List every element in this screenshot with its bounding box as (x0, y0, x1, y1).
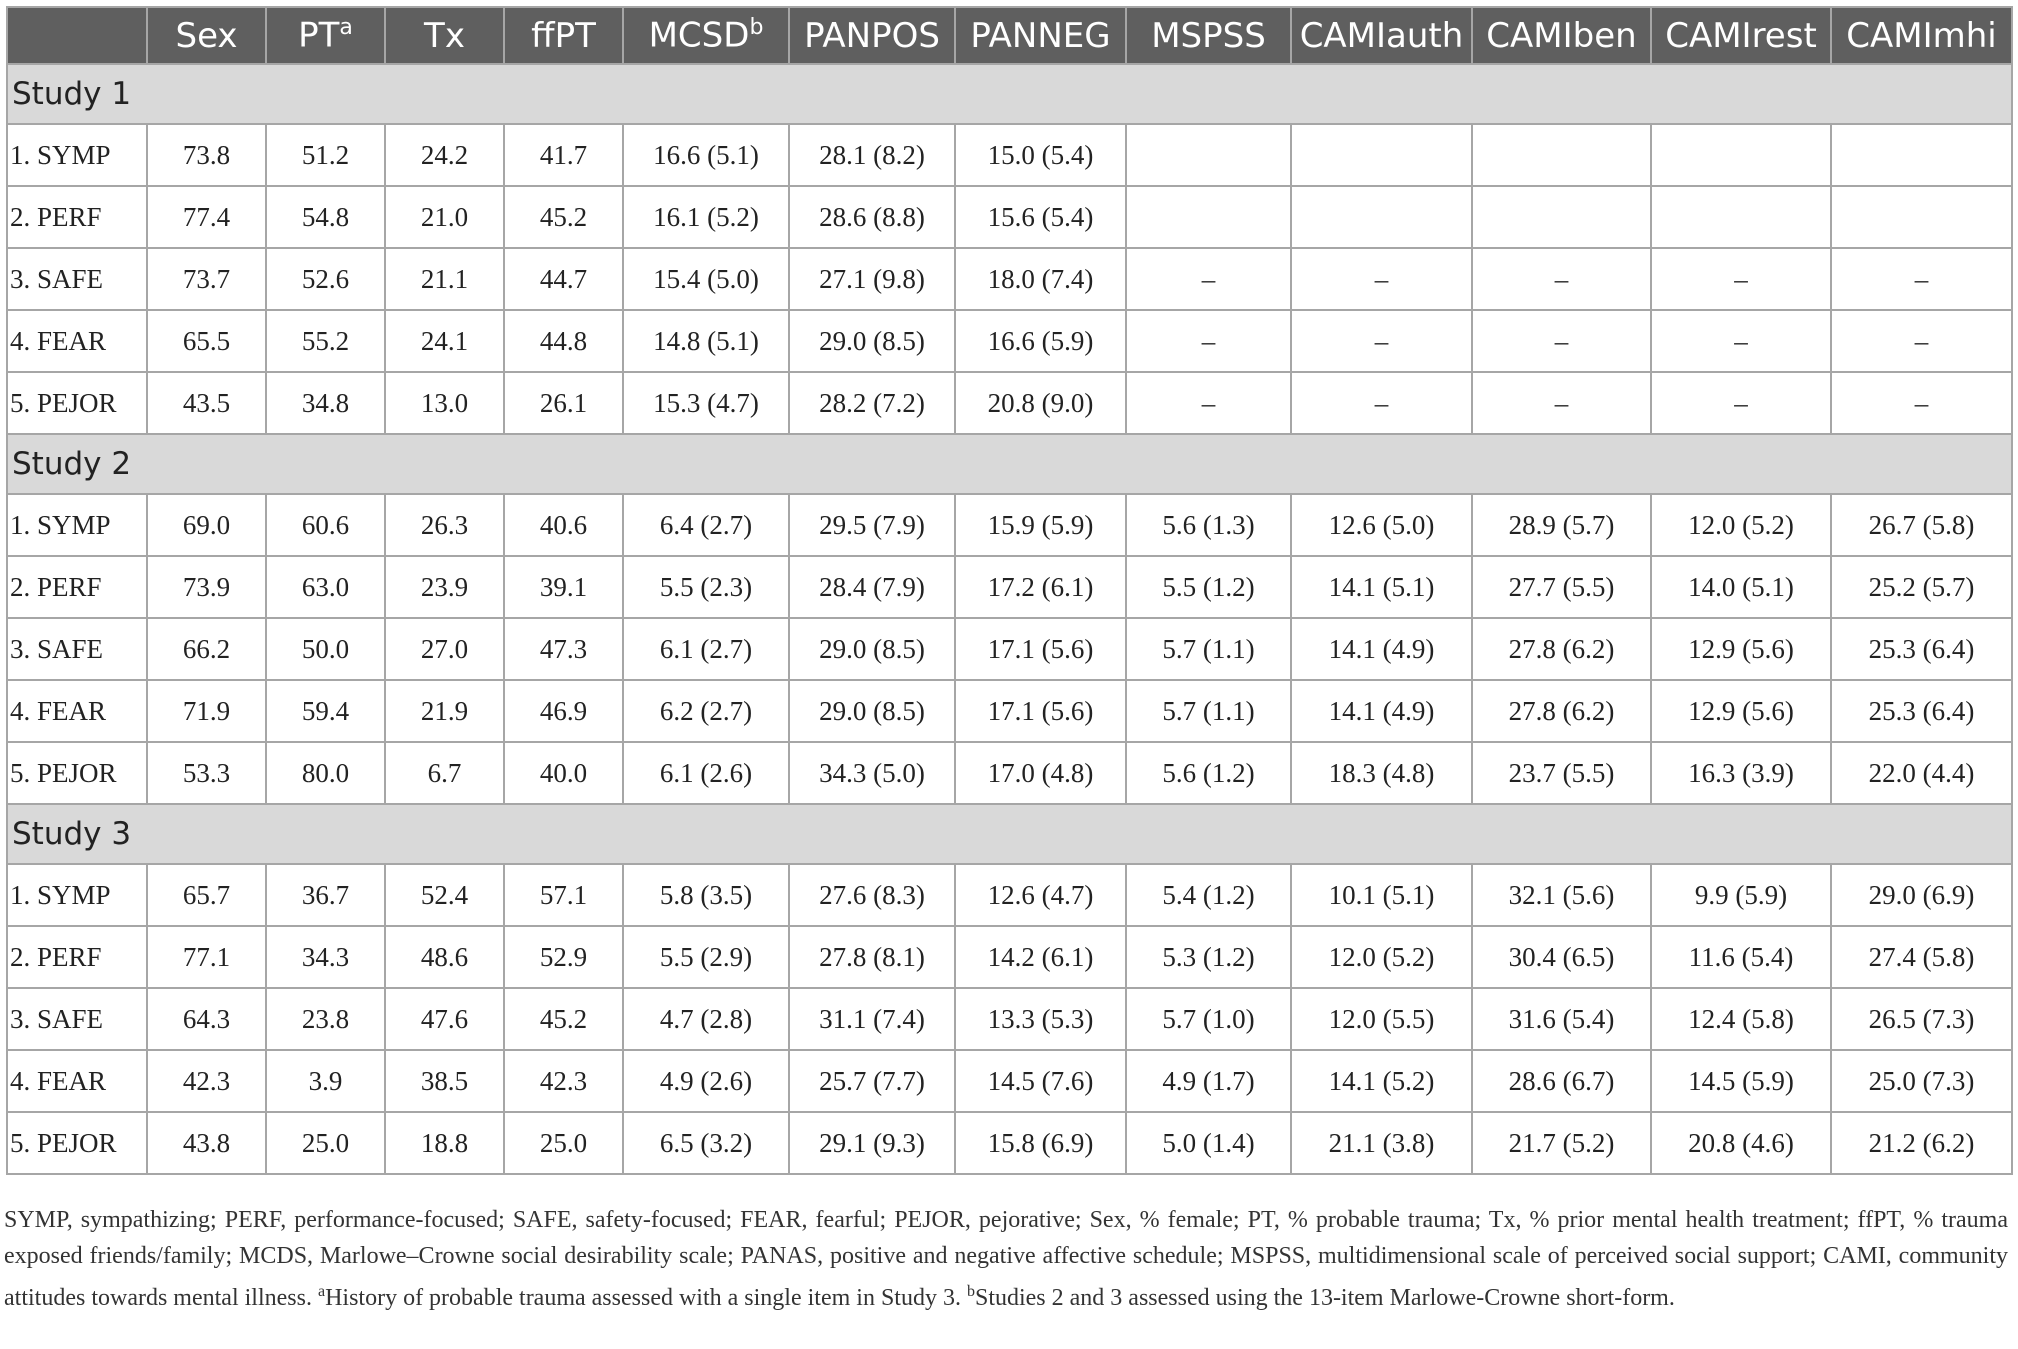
cell-camiben: – (1472, 248, 1651, 310)
cell-mcsd: 6.2 (2.7) (623, 680, 789, 742)
table-row (7, 1050, 2012, 1112)
cell-sex: 53.3 (147, 742, 266, 804)
study-header-row (7, 804, 2012, 864)
cell-sex: 71.9 (147, 680, 266, 742)
cell-camiben: 28.6 (6.7) (1472, 1050, 1651, 1112)
cell-camimhi: 21.2 (6.2) (1831, 1112, 2012, 1174)
cell-ffpt: 26.1 (504, 372, 623, 434)
cell-mspss: 5.3 (1.2) (1126, 926, 1291, 988)
cell-camirest: – (1651, 248, 1831, 310)
cell-panpos: 29.0 (8.5) (789, 618, 955, 680)
cell-pt: 36.7 (266, 864, 385, 926)
cell-camimhi: 25.0 (7.3) (1831, 1050, 2012, 1112)
cell-camirest: 16.3 (3.9) (1651, 742, 1831, 804)
cell-pt: 3.9 (266, 1050, 385, 1112)
column-header-label: Tx (424, 15, 465, 56)
cell-pt: 59.4 (266, 680, 385, 742)
cell-camiauth: 10.1 (5.1) (1291, 864, 1472, 926)
cell-mcsd: 16.1 (5.2) (623, 186, 789, 248)
cell-tx: 52.4 (385, 864, 504, 926)
cell-panpos: 29.1 (9.3) (789, 1112, 955, 1174)
cell-mspss: – (1126, 310, 1291, 372)
cell-camiben: 30.4 (6.5) (1472, 926, 1651, 988)
cell-tx: 24.1 (385, 310, 504, 372)
cell-camimhi: 29.0 (6.9) (1831, 864, 2012, 926)
cell-camimhi: 27.4 (5.8) (1831, 926, 2012, 988)
cell-mspss: 4.9 (1.7) (1126, 1050, 1291, 1112)
row-label: 1. SYMP (7, 494, 147, 556)
cell-panpos: 34.3 (5.0) (789, 742, 955, 804)
table-row (7, 926, 2012, 988)
cell-camiauth: 14.1 (4.9) (1291, 680, 1472, 742)
cell-tx: 47.6 (385, 988, 504, 1050)
cell-camirest: – (1651, 310, 1831, 372)
cell-ffpt: 40.0 (504, 742, 623, 804)
header-corner (7, 7, 147, 64)
cell-camirest: 14.0 (5.1) (1651, 556, 1831, 618)
cell-ffpt: 39.1 (504, 556, 623, 618)
row-label: 3. SAFE (7, 618, 147, 680)
footnote-mark-a: a (317, 1283, 326, 1300)
cell-mcsd: 4.7 (2.8) (623, 988, 789, 1050)
cell-tx: 38.5 (385, 1050, 504, 1112)
cell-camirest: 12.9 (5.6) (1651, 680, 1831, 742)
column-header-label: MCSD (648, 15, 750, 56)
cell-panneg: 15.9 (5.9) (955, 494, 1126, 556)
cell-camiben: 32.1 (5.6) (1472, 864, 1651, 926)
cell-mspss: – (1126, 248, 1291, 310)
column-header-camiauth (1291, 7, 1472, 64)
table-row (7, 494, 2012, 556)
cell-mcsd: 6.4 (2.7) (623, 494, 789, 556)
cell-ffpt: 45.2 (504, 988, 623, 1050)
cell-sex: 64.3 (147, 988, 266, 1050)
cell-pt: 55.2 (266, 310, 385, 372)
column-header-label: PANNEG (970, 15, 1111, 56)
row-label: 5. PEJOR (7, 372, 147, 434)
column-header-pt (266, 7, 385, 64)
study-title: Study 3 (7, 804, 2012, 864)
column-header-tx (385, 7, 504, 64)
study-title: Study 1 (7, 64, 2012, 124)
cell-pt: 60.6 (266, 494, 385, 556)
results-table (6, 6, 2013, 1175)
cell-tx: 18.8 (385, 1112, 504, 1174)
cell-camirest: 12.9 (5.6) (1651, 618, 1831, 680)
cell-camirest: 9.9 (5.9) (1651, 864, 1831, 926)
cell-sex: 77.4 (147, 186, 266, 248)
table-row (7, 248, 2012, 310)
cell-tx: 21.1 (385, 248, 504, 310)
cell-camimhi: – (1831, 310, 2012, 372)
cell-tx: 48.6 (385, 926, 504, 988)
cell-panpos: 31.1 (7.4) (789, 988, 955, 1050)
cell-pt: 50.0 (266, 618, 385, 680)
cell-sex: 65.5 (147, 310, 266, 372)
column-header-label: PANPOS (804, 15, 940, 56)
cell-sex: 42.3 (147, 1050, 266, 1112)
cell-pt: 54.8 (266, 186, 385, 248)
cell-camiben: 27.8 (6.2) (1472, 680, 1651, 742)
cell-camirest: – (1651, 372, 1831, 434)
cell-pt: 51.2 (266, 124, 385, 186)
cell-camiben (1472, 124, 1651, 186)
cell-sex: 43.5 (147, 372, 266, 434)
cell-panpos: 27.6 (8.3) (789, 864, 955, 926)
cell-mspss: – (1126, 372, 1291, 434)
table-body (7, 64, 2012, 1174)
cell-panneg: 16.6 (5.9) (955, 310, 1126, 372)
study-header-row (7, 64, 2012, 124)
table-row (7, 310, 2012, 372)
cell-camirest: 14.5 (5.9) (1651, 1050, 1831, 1112)
cell-mspss: 5.5 (1.2) (1126, 556, 1291, 618)
column-header-label: PT (298, 15, 340, 56)
header-row (7, 7, 2012, 64)
cell-mspss: 5.6 (1.2) (1126, 742, 1291, 804)
cell-camimhi: 26.7 (5.8) (1831, 494, 2012, 556)
row-label: 1. SYMP (7, 864, 147, 926)
cell-mcsd: 4.9 (2.6) (623, 1050, 789, 1112)
cell-camiben: 31.6 (5.4) (1472, 988, 1651, 1050)
cell-tx: 21.0 (385, 186, 504, 248)
table-row (7, 988, 2012, 1050)
column-header-camiben (1472, 7, 1651, 64)
cell-panneg: 14.2 (6.1) (955, 926, 1126, 988)
row-label: 2. PERF (7, 556, 147, 618)
cell-mcsd: 16.6 (5.1) (623, 124, 789, 186)
cell-mcsd: 5.5 (2.9) (623, 926, 789, 988)
cell-tx: 13.0 (385, 372, 504, 434)
cell-camirest (1651, 124, 1831, 186)
cell-camiauth (1291, 186, 1472, 248)
cell-ffpt: 46.9 (504, 680, 623, 742)
cell-panneg: 15.6 (5.4) (955, 186, 1126, 248)
cell-camiauth: – (1291, 372, 1472, 434)
cell-panpos: 29.5 (7.9) (789, 494, 955, 556)
cell-pt: 52.6 (266, 248, 385, 310)
cell-mcsd: 5.5 (2.3) (623, 556, 789, 618)
cell-pt: 25.0 (266, 1112, 385, 1174)
cell-pt: 80.0 (266, 742, 385, 804)
cell-tx: 21.9 (385, 680, 504, 742)
column-header-label: CAMImhi (1846, 15, 1997, 56)
cell-sex: 66.2 (147, 618, 266, 680)
cell-panneg: 17.1 (5.6) (955, 680, 1126, 742)
cell-camiauth: 14.1 (4.9) (1291, 618, 1472, 680)
cell-camiauth: 14.1 (5.1) (1291, 556, 1472, 618)
cell-panneg: 18.0 (7.4) (955, 248, 1126, 310)
cell-ffpt: 41.7 (504, 124, 623, 186)
cell-mspss: 5.6 (1.3) (1126, 494, 1291, 556)
cell-ffpt: 42.3 (504, 1050, 623, 1112)
cell-mspss (1126, 124, 1291, 186)
table-row (7, 124, 2012, 186)
cell-mspss: 5.7 (1.1) (1126, 618, 1291, 680)
cell-panneg: 13.3 (5.3) (955, 988, 1126, 1050)
cell-ffpt: 25.0 (504, 1112, 623, 1174)
cell-tx: 23.9 (385, 556, 504, 618)
row-label: 5. PEJOR (7, 742, 147, 804)
cell-panpos: 28.2 (7.2) (789, 372, 955, 434)
cell-camiauth (1291, 124, 1472, 186)
cell-sex: 77.1 (147, 926, 266, 988)
cell-panneg: 15.8 (6.9) (955, 1112, 1126, 1174)
cell-panpos: 28.4 (7.9) (789, 556, 955, 618)
column-header-camirest (1651, 7, 1831, 64)
footnote-b-text: Studies 2 and 3 assessed using the 13-item Marlowe-Crowne short-form. (974, 1285, 1675, 1311)
column-header-superscript: a (339, 15, 353, 41)
cell-sex: 73.8 (147, 124, 266, 186)
row-label: 4. FEAR (7, 310, 147, 372)
column-header-mspss (1126, 7, 1291, 64)
column-header-label: Sex (175, 15, 238, 56)
cell-mcsd: 6.1 (2.6) (623, 742, 789, 804)
cell-camiben: – (1472, 310, 1651, 372)
row-label: 2. PERF (7, 926, 147, 988)
cell-camirest: 11.6 (5.4) (1651, 926, 1831, 988)
cell-camimhi: – (1831, 372, 2012, 434)
cell-camiauth: 21.1 (3.8) (1291, 1112, 1472, 1174)
cell-camiben: 21.7 (5.2) (1472, 1112, 1651, 1174)
cell-ffpt: 44.8 (504, 310, 623, 372)
footnote (4, 1203, 2008, 1317)
row-label: 1. SYMP (7, 124, 147, 186)
cell-camiauth: 12.0 (5.5) (1291, 988, 1472, 1050)
cell-camimhi: 25.3 (6.4) (1831, 680, 2012, 742)
cell-mcsd: 15.3 (4.7) (623, 372, 789, 434)
cell-panpos: 29.0 (8.5) (789, 310, 955, 372)
cell-camiben (1472, 186, 1651, 248)
cell-mcsd: 6.5 (3.2) (623, 1112, 789, 1174)
cell-camiben: 23.7 (5.5) (1472, 742, 1651, 804)
cell-camirest: 12.4 (5.8) (1651, 988, 1831, 1050)
cell-camimhi (1831, 186, 2012, 248)
cell-sex: 43.8 (147, 1112, 266, 1174)
cell-mspss (1126, 186, 1291, 248)
cell-ffpt: 52.9 (504, 926, 623, 988)
cell-mcsd: 14.8 (5.1) (623, 310, 789, 372)
row-label: 3. SAFE (7, 988, 147, 1050)
cell-camiben: – (1472, 372, 1651, 434)
column-header-panneg (955, 7, 1126, 64)
cell-camimhi (1831, 124, 2012, 186)
cell-sex: 65.7 (147, 864, 266, 926)
table-row (7, 1112, 2012, 1174)
study-header-row (7, 434, 2012, 494)
cell-mcsd: 6.1 (2.7) (623, 618, 789, 680)
table-row (7, 742, 2012, 804)
cell-camiauth: 12.0 (5.2) (1291, 926, 1472, 988)
column-header-ffpt (504, 7, 623, 64)
column-header-panpos (789, 7, 955, 64)
table-row (7, 186, 2012, 248)
table-header (7, 7, 2012, 64)
cell-panpos: 28.1 (8.2) (789, 124, 955, 186)
cell-sex: 73.9 (147, 556, 266, 618)
cell-panpos: 25.7 (7.7) (789, 1050, 955, 1112)
cell-camiben: 27.8 (6.2) (1472, 618, 1651, 680)
cell-pt: 23.8 (266, 988, 385, 1050)
table-row (7, 618, 2012, 680)
cell-panpos: 29.0 (8.5) (789, 680, 955, 742)
row-label: 5. PEJOR (7, 1112, 147, 1174)
column-header-label: CAMIben (1486, 15, 1637, 56)
column-header-mcsd (623, 7, 789, 64)
cell-camimhi: 25.2 (5.7) (1831, 556, 2012, 618)
footnote-a-text: History of probable trauma assessed with a single item in Study 3. (325, 1285, 967, 1311)
cell-tx: 27.0 (385, 618, 504, 680)
cell-panneg: 17.0 (4.8) (955, 742, 1126, 804)
cell-mspss: 5.7 (1.1) (1126, 680, 1291, 742)
cell-panneg: 14.5 (7.6) (955, 1050, 1126, 1112)
cell-mspss: 5.4 (1.2) (1126, 864, 1291, 926)
table-row (7, 864, 2012, 926)
cell-mcsd: 5.8 (3.5) (623, 864, 789, 926)
row-label: 4. FEAR (7, 680, 147, 742)
footnote-main: SYMP, sympathizing; PERF, performance-focused; SAFE, safety-focused; FEAR, fearful; PEJOR, pejorative; Sex, % female; PT, % probable trauma; Tx, % prior mental health treatment; ffPT, % trauma exposed friends/family; MCDS, Marlowe–Crowne social desirability scale; PANAS, positive and negative affective schedule; MSPSS, multidimensional scale of perceived social support; CAMI, community attitudes towards mental illness. (4, 1207, 2008, 1311)
table-row (7, 680, 2012, 742)
cell-pt: 34.8 (266, 372, 385, 434)
cell-panneg: 15.0 (5.4) (955, 124, 1126, 186)
cell-ffpt: 47.3 (504, 618, 623, 680)
cell-tx: 6.7 (385, 742, 504, 804)
cell-mspss: 5.7 (1.0) (1126, 988, 1291, 1050)
column-header-label: MSPSS (1151, 15, 1266, 56)
column-header-label: CAMIrest (1665, 15, 1817, 56)
cell-panpos: 27.8 (8.1) (789, 926, 955, 988)
cell-mspss: 5.0 (1.4) (1126, 1112, 1291, 1174)
cell-camirest (1651, 186, 1831, 248)
column-header-sex (147, 7, 266, 64)
cell-pt: 34.3 (266, 926, 385, 988)
cell-panpos: 28.6 (8.8) (789, 186, 955, 248)
cell-panneg: 12.6 (4.7) (955, 864, 1126, 926)
cell-panneg: 17.1 (5.6) (955, 618, 1126, 680)
cell-camiauth: 14.1 (5.2) (1291, 1050, 1472, 1112)
cell-ffpt: 57.1 (504, 864, 623, 926)
cell-camimhi: 26.5 (7.3) (1831, 988, 2012, 1050)
cell-ffpt: 40.6 (504, 494, 623, 556)
cell-panneg: 20.8 (9.0) (955, 372, 1126, 434)
column-header-superscript: b (749, 15, 764, 41)
cell-sex: 73.7 (147, 248, 266, 310)
cell-camiben: 27.7 (5.5) (1472, 556, 1651, 618)
row-label: 3. SAFE (7, 248, 147, 310)
cell-camimhi: 25.3 (6.4) (1831, 618, 2012, 680)
cell-panneg: 17.2 (6.1) (955, 556, 1126, 618)
cell-mcsd: 15.4 (5.0) (623, 248, 789, 310)
cell-camirest: 12.0 (5.2) (1651, 494, 1831, 556)
cell-pt: 63.0 (266, 556, 385, 618)
column-header-label: CAMIauth (1299, 15, 1464, 56)
cell-tx: 24.2 (385, 124, 504, 186)
table-row (7, 372, 2012, 434)
cell-camimhi: 22.0 (4.4) (1831, 742, 2012, 804)
column-header-label: ffPT (531, 15, 596, 56)
cell-camiauth: 12.6 (5.0) (1291, 494, 1472, 556)
cell-ffpt: 44.7 (504, 248, 623, 310)
cell-tx: 26.3 (385, 494, 504, 556)
row-label: 4. FEAR (7, 1050, 147, 1112)
cell-ffpt: 45.2 (504, 186, 623, 248)
cell-camiauth: 18.3 (4.8) (1291, 742, 1472, 804)
cell-panpos: 27.1 (9.8) (789, 248, 955, 310)
footnote-mark-b: b (966, 1283, 975, 1300)
cell-sex: 69.0 (147, 494, 266, 556)
cell-camirest: 20.8 (4.6) (1651, 1112, 1831, 1174)
cell-camiauth: – (1291, 248, 1472, 310)
cell-camiauth: – (1291, 310, 1472, 372)
table-row (7, 556, 2012, 618)
cell-camiben: 28.9 (5.7) (1472, 494, 1651, 556)
cell-camimhi: – (1831, 248, 2012, 310)
column-header-camimhi (1831, 7, 2012, 64)
study-title: Study 2 (7, 434, 2012, 494)
row-label: 2. PERF (7, 186, 147, 248)
